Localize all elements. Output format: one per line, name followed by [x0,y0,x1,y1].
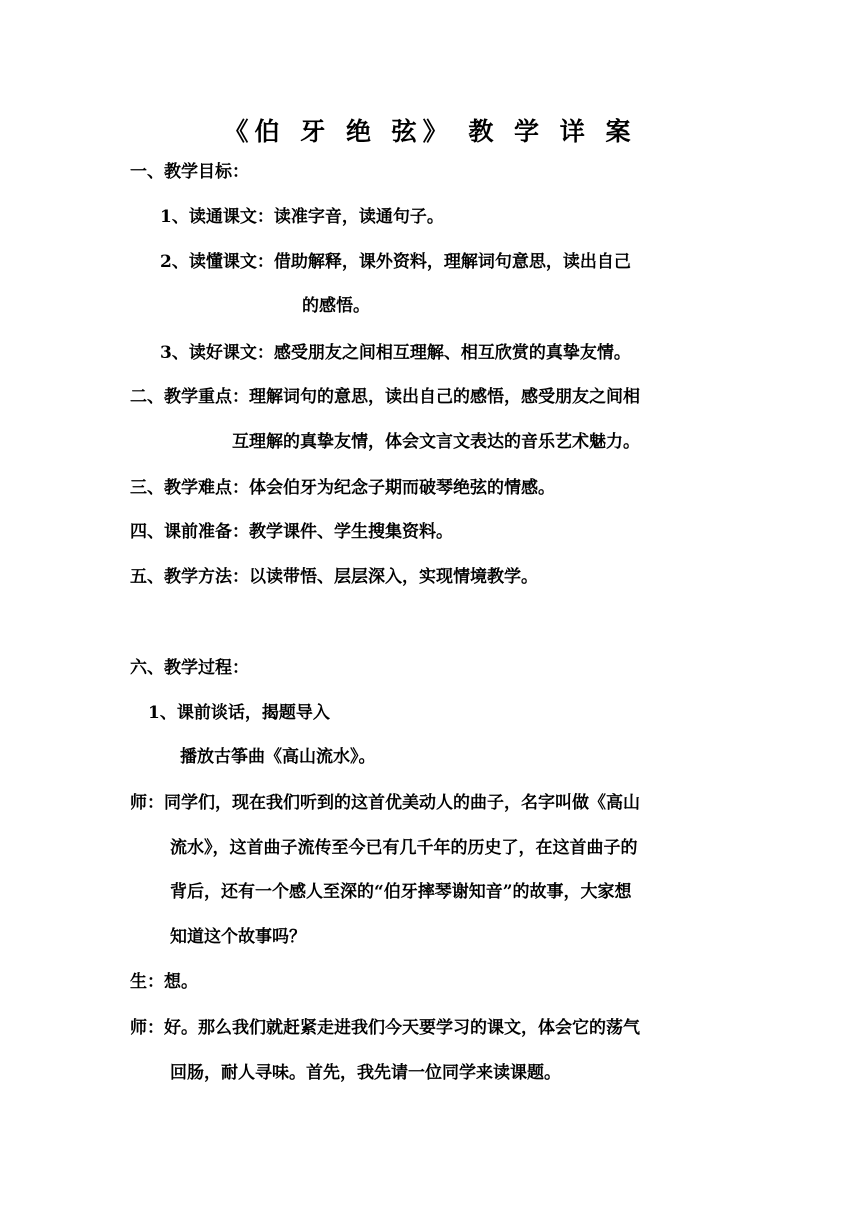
teacher-line-1: 师：同学们，现在我们听到的这首优美动人的曲子，名字叫做《高山 [130,793,640,813]
teacher-line-2: 师：好。那么我们就赶紧走进我们今天要学习的课文，体会它的荡气 [130,1018,640,1038]
student-line-1: 生：想。 [130,972,198,992]
process-step-1: 1、课前谈话，揭题导入 [148,703,330,723]
section-process-heading: 六、教学过程： [130,658,249,678]
teacher-line-1-continued-a: 流水》，这首曲子流传至今已有几千年的历史了，在这首曲子的 [170,838,638,858]
section-objectives-heading: 一、教学目标： [130,162,249,182]
objective-2-continued: 的感悟。 [302,296,370,316]
teacher-line-2-continued: 回肠，耐人寻味。首先，我先请一位同学来读课题。 [170,1063,561,1083]
section-key-points-continued: 互理解的真挚友情，体会文言文表达的音乐艺术魅力。 [232,432,640,452]
teacher-line-1-continued-b: 背后，还有一个感人至深的“伯牙摔琴谢知音”的故事，大家想 [170,882,632,902]
section-preparation: 四、课前准备：教学课件、学生搜集资料。 [130,522,453,542]
document-title: 《伯 牙 绝 弦》 教 学 详 案 [223,117,637,146]
process-music-note: 播放古筝曲《高山流水》。 [180,747,376,767]
section-difficulties: 三、教学难点：体会伯牙为纪念子期而破琴绝弦的情感。 [130,478,555,498]
section-methods: 五、教学方法：以读带悟、层层深入，实现情境教学。 [130,567,538,587]
teacher-line-1-continued-c: 知道这个故事吗？ [170,927,306,947]
objective-3: 3、读好课文：感受朋友之间相互理解、相互欣赏的真挚友情。 [160,343,631,363]
objective-1: 1、读通课文：读准字音，读通句子。 [160,207,444,227]
objective-2: 2、读懂课文：借助解释，课外资料，理解词句意思，读出自己 [160,252,631,272]
section-key-points: 二、教学重点：理解词句的意思，读出自己的感悟，感受朋友之间相 [130,387,640,407]
